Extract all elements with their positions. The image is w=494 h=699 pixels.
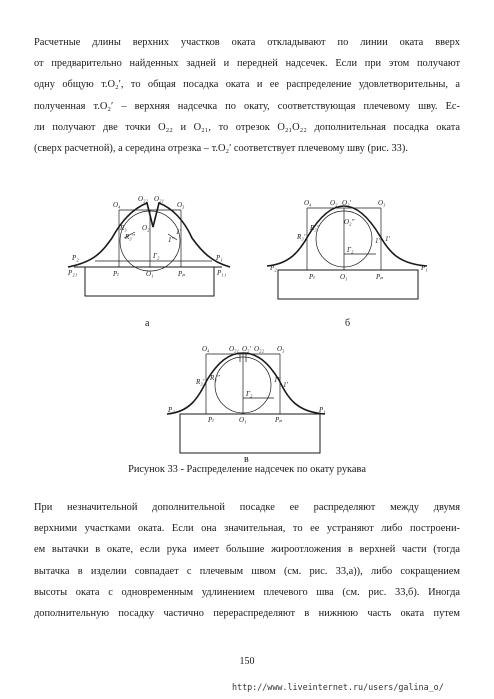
text-line: (сверх расчетной), а середина отрезка – т.О₂′ соответствует плечевому шву (рис. 33). xyxy=(34,143,408,155)
label-G2: Г₂ xyxy=(153,252,160,260)
label-Pl: Pₗ xyxy=(309,273,315,281)
label-R3pp: R₃″ xyxy=(125,233,135,241)
text-line: от предварительно найденных задней и передней надсечек. Если при этом получают xyxy=(34,58,460,70)
label-O22: O₂₂ xyxy=(254,345,264,353)
label-1p: 1′ xyxy=(283,381,289,389)
source-watermark: http://www.liveinternet.ru/users/galina_o/ xyxy=(232,682,444,692)
label-Pp: Pₚ xyxy=(178,270,186,278)
label-O3: O₃ xyxy=(277,345,285,353)
label-1pp: 1″ xyxy=(168,236,175,244)
label-G2: Г₂ xyxy=(246,390,253,398)
label-Pl: Pₗ xyxy=(208,416,214,424)
label-Pl: Pₗ xyxy=(113,270,119,278)
page-number: 150 xyxy=(239,656,255,667)
label-P2: P₂ xyxy=(270,264,277,272)
intro-paragraph xyxy=(34,32,460,159)
text-line: ли получают две точки О₂₂ и О₂₁, то отрезок О₂₁О₂₂ дополнительная посадка оката xyxy=(34,121,460,133)
text-line: высоты оката с одновременным удлинением плечевого шва (см. рис. 33,б). Иногда xyxy=(34,586,460,598)
label-P1: P₁ xyxy=(319,406,326,414)
label-G2: Г₂ xyxy=(347,246,354,254)
figure-caption: Рисунок 33 - Распределение надсечек по окату рукава xyxy=(128,464,366,475)
text-line: одну общую т.О₂′, то общая посадка оката и ее распределение удовлетворительны, а xyxy=(34,79,460,91)
figure-a-label: а xyxy=(145,318,150,329)
label-P1: P₁ xyxy=(216,254,223,262)
label-O21: O₂₁ xyxy=(154,195,164,203)
label-P2: P₂ xyxy=(168,406,175,414)
label-O4: O₄ xyxy=(202,345,210,353)
label-O1: O₁ xyxy=(239,416,247,424)
label-O3: O₃ xyxy=(177,201,185,209)
label-R3pp: R₃″ xyxy=(210,374,220,382)
label-P2: P₂ xyxy=(72,254,79,262)
sleeve-body-rect xyxy=(278,270,418,299)
body-paragraph xyxy=(34,497,460,624)
label-1p: 1′ xyxy=(385,235,391,243)
figure-v-sleeve-cap-redistributed xyxy=(162,340,332,455)
label-O1: O₁ xyxy=(340,273,348,281)
label-O3: O₃ xyxy=(378,199,386,207)
figure-v-label: в xyxy=(244,454,249,465)
label-R3p: R₃′ xyxy=(196,378,205,386)
label-O2pp: O₂″ xyxy=(344,218,355,226)
label-Pp: Pₚ xyxy=(275,416,283,424)
label-O2p: O₂′ xyxy=(342,199,352,207)
label-O2: O₂ xyxy=(330,199,338,207)
label-O2p: O₂′ xyxy=(242,345,252,353)
label-Pp: Pₚ xyxy=(376,273,384,281)
label-R3p: R₃′ xyxy=(297,233,306,241)
label-O4: O₄ xyxy=(304,199,312,207)
text-line: Расчетные длины верхних участков оката откладывают по линии оката вверх xyxy=(34,37,460,48)
sleeve-cap-curve xyxy=(68,203,230,267)
label-P11: P₁₁ xyxy=(217,269,227,277)
label-O21: O₂₁ xyxy=(229,345,239,353)
text-line: дополнительную посадку частично перераспределяют в нижнюю часть оката путем xyxy=(34,608,460,620)
label-O1: O₁ xyxy=(146,270,154,278)
label-R3pp: R₃″ xyxy=(310,224,320,232)
figure-a-sleeve-cap-dart xyxy=(64,190,234,305)
text-line: полученная т.О₂′ – верхняя надсечка по окату, соответствующая плечевому шву. Ес- xyxy=(34,100,460,112)
text-line: вытачка в изделии совпадает с плечевым швом (см. рис. 33,а)), либо сокращением xyxy=(34,565,460,577)
figure-b-sleeve-cap-lowered xyxy=(264,194,434,309)
text-line: верхними участками оката. Если она значительная, то ее устраняют либо построени- xyxy=(34,523,460,535)
text-line: ем вытачки в окате, если рука имеет большие жироотложения в верхней части (тогда xyxy=(34,544,460,556)
figure-b-label: б xyxy=(345,318,351,329)
sleeve-cap-curve xyxy=(167,353,325,414)
text-line: При незначительной дополнительной посадке ее распределяют между двумя xyxy=(34,502,460,513)
label-P1: P₁ xyxy=(421,264,428,272)
sleeve-cap-curve xyxy=(267,206,427,266)
label-1pp: 1″ xyxy=(274,376,281,384)
label-O4: O₄ xyxy=(113,201,121,209)
label-O2: O₂ xyxy=(142,224,150,232)
label-1p: 1′ xyxy=(176,228,182,236)
label-R3: R₃ xyxy=(120,224,127,232)
label-1pp: 1″ xyxy=(375,237,382,245)
sleeve-body-rect xyxy=(180,414,320,453)
label-O22: O₂₂ xyxy=(138,195,148,203)
label-P21: P₂₁ xyxy=(68,269,78,277)
